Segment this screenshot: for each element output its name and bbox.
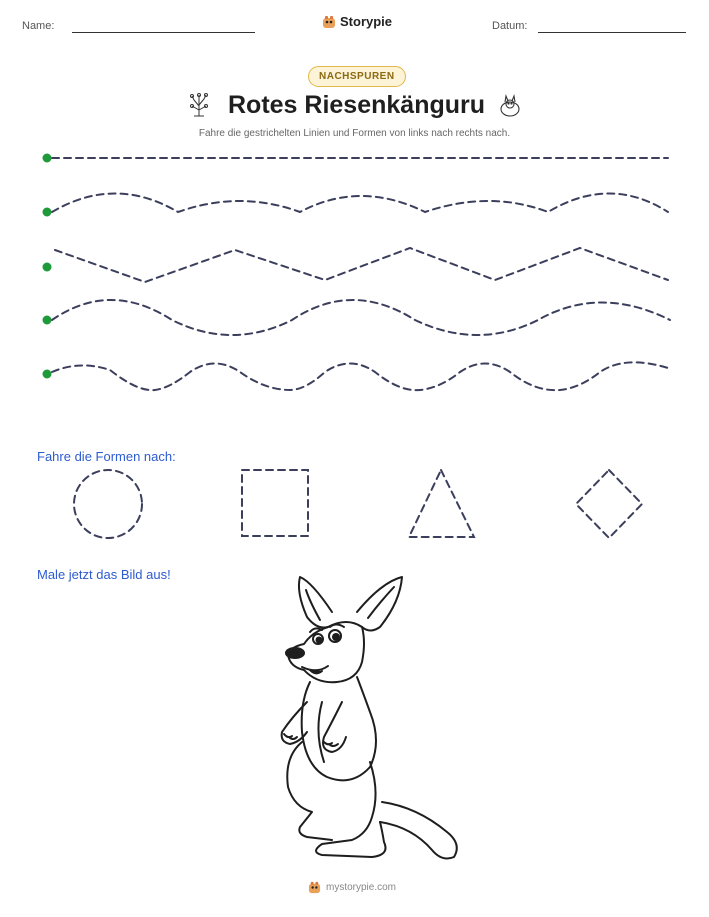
- trace-square: [242, 470, 308, 536]
- category-badge: NACHSPUREN: [308, 66, 406, 87]
- tracing-shapes: [0, 460, 709, 550]
- name-label: Name:: [22, 20, 55, 32]
- date-line[interactable]: [538, 32, 686, 33]
- storypie-icon: [322, 15, 336, 29]
- page-title: Rotes Riesenkänguru: [228, 91, 486, 119]
- shapes-heading: Fahre die Formen nach:: [37, 449, 176, 464]
- trace-diamond: [576, 470, 642, 538]
- tracing-line-smooth-wave: [52, 300, 670, 335]
- start-dot-3: [43, 263, 52, 272]
- tree-icon: [186, 92, 212, 118]
- start-dot-1: [43, 154, 52, 163]
- footer-url[interactable]: mystorypie.com: [326, 882, 397, 893]
- tracing-line-loop-wave: [52, 362, 668, 390]
- coloring-heading: Male jetzt das Bild aus!: [37, 567, 171, 582]
- name-line[interactable]: [72, 32, 255, 33]
- footer: [308, 881, 396, 894]
- brand-name: Storypie: [340, 14, 393, 29]
- instructions: Fahre die gestrichelten Linien und Formen von links nach rechts nach.: [198, 128, 511, 139]
- brand-logo: [322, 14, 392, 29]
- storypie-footer-icon: [308, 881, 321, 894]
- tracing-line-gentle-wave: [52, 194, 668, 213]
- start-dot-2: [43, 208, 52, 217]
- start-dot-4: [43, 316, 52, 325]
- kangaroo-pouch-icon: [497, 92, 523, 118]
- kangaroo-coloring-image: [262, 572, 472, 867]
- trace-triangle: [409, 470, 474, 537]
- tracing-lines: [0, 140, 709, 410]
- start-dot-5: [43, 370, 52, 379]
- tracing-line-zigzag: [55, 248, 668, 282]
- trace-circle: [74, 470, 142, 538]
- date-label: Datum:: [492, 20, 528, 32]
